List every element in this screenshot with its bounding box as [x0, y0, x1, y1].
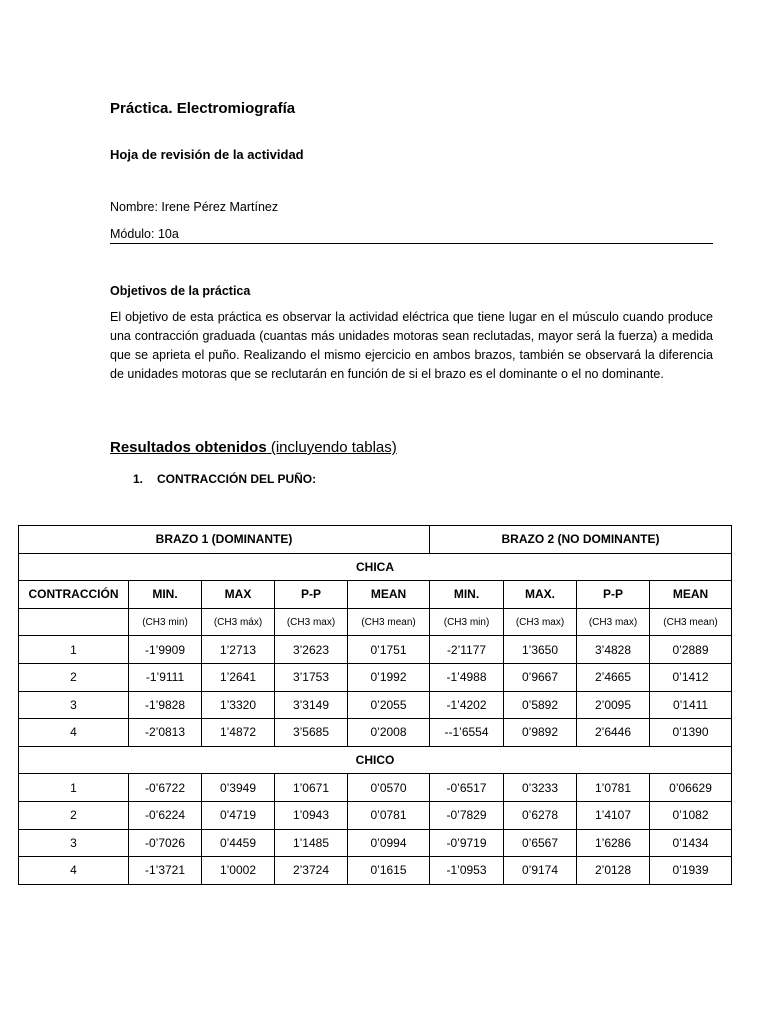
table-cell: -1’9909 — [129, 636, 202, 664]
table-cell: 1’1485 — [275, 829, 348, 857]
table-cell: 0’4459 — [202, 829, 275, 857]
table-cell: 3’4828 — [577, 636, 650, 664]
column-subheader: (CH3 max) — [504, 608, 577, 636]
table-cell: 2’0095 — [577, 691, 650, 719]
list-item-text: CONTRACCIÓN DEL PUÑO: — [157, 472, 317, 486]
table-cell: 0’2055 — [348, 691, 430, 719]
table-row — [19, 719, 732, 747]
table-cell: 1’0671 — [275, 774, 348, 802]
table-cell: 0’2008 — [348, 719, 430, 747]
subheader-row — [19, 608, 732, 636]
table-cell: -1’9828 — [129, 691, 202, 719]
module: Módulo: 10a — [110, 227, 179, 241]
objectives-paragraph: El objetivo de esta práctica es observar la actividad eléctrica que tiene lugar en el músculo cuando produce una contracción graduada (cuantas más unidades motoras sean reclutadas, mayor será la fuerza) a medida que se aprieta el puño. Realizando el mismo ejercicio en ambos brazos, también se observará la diferencia de unidades motoras que se reclutarán en función de si el brazo es el dominante o el no dominante. — [110, 310, 713, 381]
results-table — [18, 525, 732, 885]
column-header: MIN. — [129, 581, 202, 609]
section-label-chico: CHICO — [19, 746, 732, 774]
column-header: MIN. — [430, 581, 504, 609]
table-cell: -1’9111 — [129, 663, 202, 691]
table-cell: 1’2713 — [202, 636, 275, 664]
results-heading-note: (incluyendo tablas) — [266, 439, 397, 456]
divider — [110, 243, 713, 244]
table-cell: 0’0781 — [348, 801, 430, 829]
table-row — [19, 636, 732, 664]
student-name: Nombre: Irene Pérez Martínez — [110, 200, 279, 214]
table-cell: 1’4107 — [577, 801, 650, 829]
column-subheader: (CH3 max) — [577, 608, 650, 636]
table-cell: 0’3949 — [202, 774, 275, 802]
table-row — [19, 774, 732, 802]
column-subheader: (CH3 mean) — [650, 608, 732, 636]
table-cell: 3’3149 — [275, 691, 348, 719]
page-subtitle: Hoja de revisión de la actividad — [110, 147, 304, 162]
table-cell: 0’1992 — [348, 663, 430, 691]
table-cell: 1’0002 — [202, 857, 275, 885]
table-cell: 0’1939 — [650, 857, 732, 885]
column-header-row — [19, 581, 732, 609]
subheader-empty — [19, 608, 129, 636]
column-header: MAX. — [504, 581, 577, 609]
column-header: P-P — [275, 581, 348, 609]
table-cell: 2’4665 — [577, 663, 650, 691]
table-cell: 0’06629 — [650, 774, 732, 802]
table-cell: 1 — [19, 774, 129, 802]
table-cell: -0’9719 — [430, 829, 504, 857]
table-cell: 2’6446 — [577, 719, 650, 747]
column-subheader: (CH3 min) — [430, 608, 504, 636]
table-cell: 1’0781 — [577, 774, 650, 802]
table-cell: -0’6722 — [129, 774, 202, 802]
table-cell: 4 — [19, 719, 129, 747]
table-cell: 0’1615 — [348, 857, 430, 885]
table-cell: 1’3650 — [504, 636, 577, 664]
table-cell: 3 — [19, 691, 129, 719]
objectives-heading: Objetivos de la práctica — [110, 284, 251, 298]
table-cell: 3’1753 — [275, 663, 348, 691]
table-cell: -2’1177 — [430, 636, 504, 664]
table-cell: -0’7829 — [430, 801, 504, 829]
column-header: MEAN — [348, 581, 430, 609]
table-cell: 0’1390 — [650, 719, 732, 747]
section-row — [19, 553, 732, 581]
table-cell: 0’0994 — [348, 829, 430, 857]
table-cell: 1’0943 — [275, 801, 348, 829]
table-cell: 1’2641 — [202, 663, 275, 691]
table-cell: -0’6224 — [129, 801, 202, 829]
results-heading — [110, 439, 397, 456]
table-row — [19, 829, 732, 857]
table-cell: 3’2623 — [275, 636, 348, 664]
table-cell: -0’7026 — [129, 829, 202, 857]
section-label-chica: CHICA — [19, 553, 732, 581]
column-header: MEAN — [650, 581, 732, 609]
table-cell: -1’3721 — [129, 857, 202, 885]
table-row — [19, 857, 732, 885]
table-cell: 4 — [19, 857, 129, 885]
table-row — [19, 801, 732, 829]
column-subheader: (CH3 mean) — [348, 608, 430, 636]
arm1-header: BRAZO 1 (DOMINANTE) — [19, 526, 430, 554]
arm-header-row — [19, 526, 732, 554]
table-cell: 0’1751 — [348, 636, 430, 664]
table-cell: 1 — [19, 636, 129, 664]
table-cell: 0’6278 — [504, 801, 577, 829]
table-cell: 0’1082 — [650, 801, 732, 829]
table-cell: 0’1411 — [650, 691, 732, 719]
table-cell: 1’4872 — [202, 719, 275, 747]
table-cell: 0’9892 — [504, 719, 577, 747]
table-cell: 0’4719 — [202, 801, 275, 829]
table-cell: 2 — [19, 801, 129, 829]
column-header: CONTRACCIÓN — [19, 581, 129, 609]
section-row — [19, 746, 732, 774]
table-cell: 2 — [19, 663, 129, 691]
column-header: MAX — [202, 581, 275, 609]
column-subheader: (CH3 máx) — [202, 608, 275, 636]
table-row — [19, 691, 732, 719]
list-item-number: 1. — [133, 472, 144, 486]
column-subheader: (CH3 max) — [275, 608, 348, 636]
table-cell: 0’1434 — [650, 829, 732, 857]
table-cell: -1’4988 — [430, 663, 504, 691]
table-cell: 2’3724 — [275, 857, 348, 885]
table-cell: 0’1412 — [650, 663, 732, 691]
table-cell: -2’0813 — [129, 719, 202, 747]
table-cell: 3’5685 — [275, 719, 348, 747]
table-cell: -0’6517 — [430, 774, 504, 802]
column-header: P-P — [577, 581, 650, 609]
table-cell: 3 — [19, 829, 129, 857]
table-cell: 0’9174 — [504, 857, 577, 885]
table-cell: -1’4202 — [430, 691, 504, 719]
table-cell: -1’0953 — [430, 857, 504, 885]
table-cell: 2’0128 — [577, 857, 650, 885]
arm2-header: BRAZO 2 (NO DOMINANTE) — [430, 526, 732, 554]
results-heading-bold: Resultados obtenidos — [110, 439, 267, 456]
page-title: Práctica. Electromiografía — [110, 100, 296, 117]
table-cell: 0’5892 — [504, 691, 577, 719]
table-cell: 1’6286 — [577, 829, 650, 857]
table-cell: 0’3233 — [504, 774, 577, 802]
table-cell: 0’2889 — [650, 636, 732, 664]
table-cell: 1’3320 — [202, 691, 275, 719]
table-cell: --1’6554 — [430, 719, 504, 747]
table-cell: 0’0570 — [348, 774, 430, 802]
list-item — [133, 472, 316, 486]
table-row — [19, 663, 732, 691]
column-subheader: (CH3 min) — [129, 608, 202, 636]
table-cell: 0’9667 — [504, 663, 577, 691]
table-cell: 0’6567 — [504, 829, 577, 857]
